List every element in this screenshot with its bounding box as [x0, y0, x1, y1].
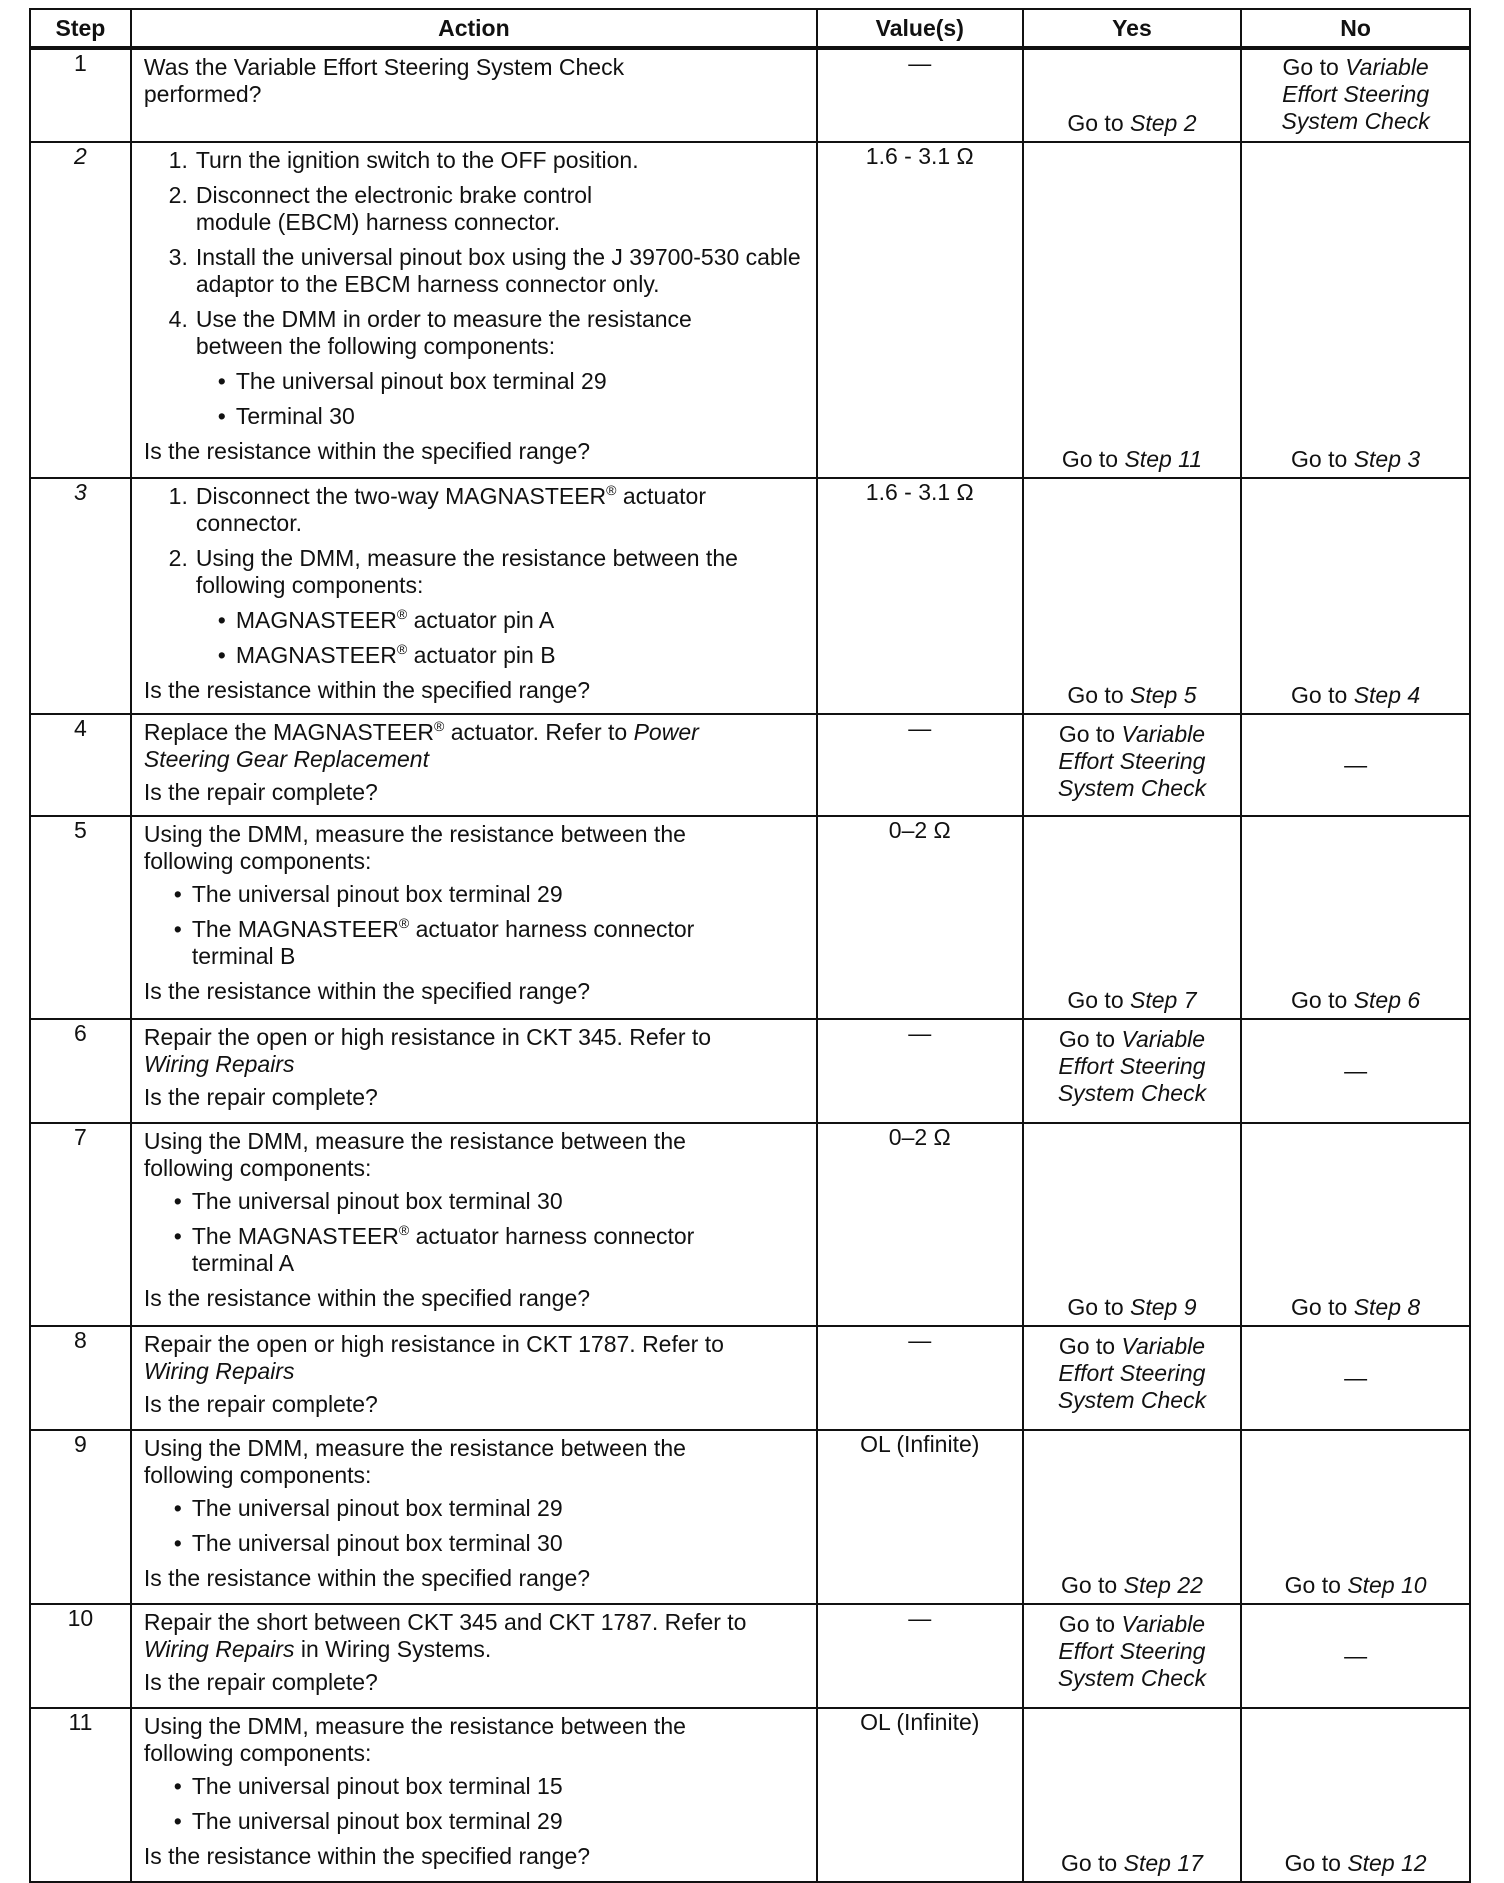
- value-cell: OL (Infinite): [817, 1430, 1023, 1604]
- bullet-icon: •: [173, 881, 182, 907]
- action-text: [144, 1024, 808, 1078]
- value-cell: —: [817, 1604, 1023, 1708]
- value-cell: 0–2 Ω: [817, 816, 1023, 1019]
- header-yes: Yes: [1023, 9, 1242, 48]
- no-cell: [1241, 1430, 1470, 1604]
- bullet-text: The universal pinout box terminal 29: [191, 1808, 563, 1834]
- no-cell: [1241, 816, 1470, 1019]
- registered-mark: ®: [434, 718, 445, 734]
- step-number: 7: [30, 1123, 131, 1326]
- reference-link[interactable]: Power Steering Gear Replacement: [143, 719, 699, 772]
- goto-prefix: Go to: [1058, 721, 1122, 747]
- list-text: Use the DMM in order to measure the resistance between the following components:: [195, 306, 692, 359]
- question-text: Is the resistance within the specified range?: [143, 438, 591, 464]
- bullet-item: [144, 403, 808, 430]
- yes-goto[interactable]: [1024, 1850, 1241, 1877]
- list-item: [144, 306, 808, 360]
- bullet-item: [144, 1808, 808, 1835]
- question-text: Is the resistance within the specified range?: [143, 1843, 591, 1869]
- text-part: Repair the open or high resistance in CKT 1787. Refer to: [143, 1331, 724, 1357]
- text-part: actuator harness connector terminal A: [191, 1223, 695, 1276]
- no-cell: [1241, 1708, 1470, 1882]
- yes-goto[interactable]: [1024, 1605, 1241, 1692]
- step-link[interactable]: Step 22: [1123, 1572, 1203, 1598]
- bullet-item: [144, 1495, 808, 1522]
- value-cell: 0–2 Ω: [817, 1123, 1023, 1326]
- action-text: [144, 719, 808, 773]
- step-link[interactable]: Step 12: [1347, 1850, 1427, 1876]
- yes-goto[interactable]: [1024, 1020, 1241, 1107]
- action-text: [144, 1331, 808, 1385]
- yes-cell: [1023, 478, 1242, 714]
- header-values: Value(s): [817, 9, 1023, 48]
- yes-goto[interactable]: [1024, 446, 1241, 473]
- bullet-text: [236, 607, 554, 634]
- table-row-step-2: [30, 142, 1470, 478]
- no-cell: [1241, 142, 1470, 478]
- goto-prefix: Go to: [1291, 446, 1354, 472]
- bullet-text: The universal pinout box terminal 29: [235, 368, 607, 394]
- list-number: 1.: [168, 147, 188, 173]
- question-text: Is the resistance within the specified range?: [143, 1565, 591, 1591]
- bullet-icon: •: [217, 403, 226, 429]
- question-text: Is the resistance within the specified range?: [143, 1285, 591, 1311]
- step-link[interactable]: Step 4: [1353, 682, 1421, 708]
- text-part: actuator. Refer to: [444, 719, 634, 745]
- system-check-link[interactable]: System Check: [1057, 775, 1207, 801]
- step-number: 11: [30, 1708, 131, 1882]
- bullet-icon: •: [173, 1188, 182, 1214]
- question-text: Is the resistance within the specified range?: [143, 978, 591, 1004]
- list-item: [144, 545, 808, 599]
- step-number: 1: [30, 48, 131, 142]
- intro-text: Using the DMM, measure the resistance between the following components:: [143, 821, 686, 874]
- table-row-step-4: [30, 714, 1470, 816]
- system-check-link[interactable]: Variable: [1121, 1333, 1206, 1359]
- step-link[interactable]: Step 8: [1353, 1294, 1421, 1320]
- diagnostic-table-wrapper: [29, 8, 1471, 1883]
- goto-prefix: Go to: [1067, 682, 1131, 708]
- bullet-item: [144, 1223, 808, 1277]
- text-part: Repair the open or high resistance in CKT 345. Refer to: [143, 1024, 712, 1050]
- question-text: Is the repair complete?: [143, 779, 378, 805]
- system-check-link[interactable]: Effort Steering: [1058, 748, 1206, 774]
- bullet-text: The universal pinout box terminal 29: [191, 1495, 563, 1521]
- yes-goto[interactable]: [1024, 987, 1241, 1014]
- step-link[interactable]: Step 9: [1130, 1294, 1197, 1320]
- text-part: MAGNASTEER: [235, 607, 397, 633]
- reference-link[interactable]: Wiring Repairs: [143, 1636, 295, 1662]
- bullet-text: The universal pinout box terminal 29: [191, 881, 563, 907]
- yes-cell: [1023, 714, 1242, 816]
- registered-mark: ®: [396, 606, 408, 622]
- bullet-text: [192, 916, 808, 970]
- text-part: Disconnect the two-way MAGNASTEER: [195, 483, 607, 509]
- bullet-text: The universal pinout box terminal 30: [191, 1530, 563, 1556]
- goto-prefix: Go to: [1284, 1850, 1348, 1876]
- table-row-step-5: [30, 816, 1470, 1019]
- text-part: actuator connector.: [195, 483, 706, 536]
- list-text: Disconnect the electronic brake control module (EBCM) harness connector.: [195, 182, 593, 235]
- system-check-link[interactable]: Effort Steering: [1058, 1053, 1206, 1079]
- bullet-icon: •: [217, 607, 226, 633]
- yes-cell: [1023, 1019, 1242, 1123]
- bullet-item: [144, 607, 808, 634]
- system-check-link[interactable]: Variable: [1121, 1026, 1206, 1052]
- system-check-link[interactable]: System Check: [1057, 1665, 1207, 1691]
- no-cell: [1241, 478, 1470, 714]
- step-number: 4: [30, 714, 131, 816]
- goto-prefix: Go to: [1291, 1294, 1354, 1320]
- yes-cell: [1023, 1430, 1242, 1604]
- step-number: 9: [30, 1430, 131, 1604]
- bullet-icon: •: [173, 1808, 182, 1834]
- no-goto[interactable]: [1242, 1294, 1469, 1321]
- diagnostic-table: [29, 8, 1471, 1883]
- header-row: [30, 9, 1470, 48]
- reference-link[interactable]: Wiring Repairs: [143, 1358, 295, 1384]
- goto-prefix: Go to: [1291, 682, 1354, 708]
- no-cell: [1241, 1604, 1470, 1708]
- no-dash: —: [1344, 1642, 1368, 1669]
- list-text: [196, 483, 808, 537]
- no-goto[interactable]: [1242, 987, 1469, 1014]
- action-cell: [131, 1604, 817, 1708]
- system-check-link[interactable]: System Check: [1057, 1080, 1207, 1106]
- bullet-icon: •: [173, 1223, 182, 1249]
- list-text: Turn the ignition switch to the OFF position.: [195, 147, 639, 173]
- step-link[interactable]: Step 6: [1353, 987, 1421, 1013]
- yes-goto[interactable]: [1024, 1327, 1241, 1414]
- action-cell: [131, 1326, 817, 1430]
- no-cell: [1241, 1123, 1470, 1326]
- value-cell: 1.6 - 3.1 Ω: [817, 478, 1023, 714]
- no-dash: —: [1344, 751, 1368, 778]
- goto-prefix: Go to: [1282, 54, 1346, 80]
- bullet-item: [144, 881, 808, 908]
- goto-prefix: Go to: [1060, 1572, 1124, 1598]
- list-number: 2.: [168, 182, 188, 208]
- step-number: 10: [30, 1604, 131, 1708]
- bullet-text: [192, 1223, 808, 1277]
- action-cell: [131, 142, 817, 478]
- step-number: 8: [30, 1326, 131, 1430]
- list-number: 3.: [168, 244, 188, 270]
- action-cell: [131, 478, 817, 714]
- yes-cell: [1023, 1123, 1242, 1326]
- list-item: [144, 182, 808, 236]
- bullet-item: [144, 1773, 808, 1800]
- step-link[interactable]: Step 5: [1130, 682, 1197, 708]
- action-text: [144, 1609, 808, 1663]
- bullet-icon: •: [173, 1773, 182, 1799]
- bullet-item: [144, 642, 808, 669]
- goto-prefix: Go to: [1058, 1026, 1122, 1052]
- step-link[interactable]: Step 2: [1130, 110, 1197, 136]
- value-cell: —: [817, 714, 1023, 816]
- action-text: Was the Variable Effort Steering System Check performed?: [143, 54, 625, 107]
- no-goto[interactable]: [1242, 446, 1469, 473]
- value-cell: —: [817, 1326, 1023, 1430]
- text-part: The MAGNASTEER: [191, 1223, 399, 1249]
- list-number: 1.: [168, 483, 188, 509]
- list-number: 2.: [168, 545, 188, 571]
- step-link[interactable]: Step 10: [1347, 1572, 1427, 1598]
- step-link[interactable]: Step 11: [1124, 446, 1203, 472]
- yes-cell: [1023, 1326, 1242, 1430]
- registered-mark: ®: [396, 641, 408, 657]
- header-no: No: [1241, 9, 1470, 48]
- table-row-step-6: [30, 1019, 1470, 1123]
- text-part: MAGNASTEER: [235, 642, 397, 668]
- system-check-link[interactable]: Effort Steering: [1058, 1638, 1206, 1664]
- bullet-icon: •: [173, 1495, 182, 1521]
- list-item: [144, 244, 808, 298]
- no-goto[interactable]: [1242, 1850, 1469, 1877]
- yes-cell: [1023, 48, 1242, 142]
- action-cell: [131, 1708, 817, 1882]
- question-text: Is the repair complete?: [143, 1391, 378, 1417]
- bullet-text: The universal pinout box terminal 15: [191, 1773, 563, 1799]
- action-cell: [131, 1430, 817, 1604]
- action-cell: [131, 1123, 817, 1326]
- goto-prefix: Go to: [1058, 1611, 1122, 1637]
- no-cell: [1241, 1019, 1470, 1123]
- yes-cell: [1023, 1708, 1242, 1882]
- value-cell: OL (Infinite): [817, 1708, 1023, 1882]
- no-goto[interactable]: [1242, 50, 1469, 135]
- goto-prefix: Go to: [1067, 987, 1131, 1013]
- yes-cell: [1023, 1604, 1242, 1708]
- yes-goto[interactable]: [1024, 110, 1241, 137]
- no-dash: —: [1344, 1057, 1368, 1084]
- goto-prefix: Go to: [1058, 1333, 1122, 1359]
- bullet-item: [144, 916, 808, 970]
- no-dash: —: [1344, 1364, 1368, 1391]
- value-cell: 1.6 - 3.1 Ω: [817, 142, 1023, 478]
- question-text: Is the repair complete?: [143, 1084, 378, 1110]
- table-row-step-9: [30, 1430, 1470, 1604]
- bullet-text: Terminal 30: [235, 403, 355, 429]
- table-row-step-10: [30, 1604, 1470, 1708]
- bullet-icon: •: [217, 368, 226, 394]
- step-number: 6: [30, 1019, 131, 1123]
- step-number: 5: [30, 816, 131, 1019]
- goto-prefix: Go to: [1284, 1572, 1348, 1598]
- bullet-item: [144, 1530, 808, 1557]
- list-number: 4.: [168, 306, 188, 332]
- table-row-step-11: [30, 1708, 1470, 1882]
- goto-prefix: Go to: [1291, 987, 1354, 1013]
- reference-link[interactable]: Wiring Repairs: [143, 1051, 295, 1077]
- no-cell: [1241, 1326, 1470, 1430]
- header-step: Step: [30, 9, 131, 48]
- list-item: [144, 483, 808, 537]
- yes-cell: [1023, 816, 1242, 1019]
- action-cell: [131, 1019, 817, 1123]
- bullet-text: [236, 642, 556, 669]
- yes-goto[interactable]: [1024, 1572, 1241, 1599]
- no-goto[interactable]: [1242, 682, 1469, 709]
- text-part: The MAGNASTEER: [191, 916, 399, 942]
- step-number: 2: [30, 142, 131, 478]
- table-row-step-3: [30, 478, 1470, 714]
- system-check-link[interactable]: Variable: [1121, 1611, 1206, 1637]
- question-text: Is the resistance within the specified range?: [143, 677, 591, 703]
- header-action: Action: [131, 9, 817, 48]
- text-part: Repair the short between CKT 345 and CKT 1787. Refer to: [143, 1609, 747, 1635]
- list-text: Install the universal pinout box using the J 39700-530 cable adaptor to the EBCM harness connector only.: [195, 244, 801, 297]
- bullet-item: [144, 1188, 808, 1215]
- yes-goto[interactable]: [1024, 1294, 1241, 1321]
- step-link[interactable]: Step 3: [1353, 446, 1421, 472]
- text-part: actuator pin A: [407, 607, 555, 633]
- goto-prefix: Go to: [1061, 446, 1125, 472]
- no-cell: [1241, 714, 1470, 816]
- text-part: actuator harness connector terminal B: [191, 916, 695, 969]
- system-check-link[interactable]: Variable: [1121, 721, 1206, 747]
- system-check-link[interactable]: Variable Effort Steering System Check: [1281, 54, 1430, 134]
- question-text: Is the repair complete?: [143, 1669, 378, 1695]
- goto-prefix: Go to: [1067, 110, 1131, 136]
- table-row-step-1: [30, 48, 1470, 142]
- value-cell: —: [817, 1019, 1023, 1123]
- yes-goto[interactable]: [1024, 715, 1241, 802]
- text-part: actuator pin B: [407, 642, 556, 668]
- goto-prefix: Go to: [1067, 1294, 1131, 1320]
- intro-text: Using the DMM, measure the resistance between the following components:: [143, 1435, 686, 1488]
- action-cell: [131, 48, 817, 142]
- bullet-icon: •: [173, 916, 182, 942]
- step-link[interactable]: Step 17: [1123, 1850, 1203, 1876]
- intro-text: Using the DMM, measure the resistance between the following components:: [143, 1713, 686, 1766]
- bullet-item: [144, 368, 808, 395]
- registered-mark: ®: [398, 1222, 410, 1238]
- text-part: in Wiring Systems.: [294, 1636, 492, 1662]
- registered-mark: ®: [606, 482, 617, 498]
- text-part: Replace the MAGNASTEER: [143, 719, 435, 745]
- list-item: [144, 147, 808, 174]
- table-row-step-8: [30, 1326, 1470, 1430]
- list-text: Using the DMM, measure the resistance between the following components:: [195, 545, 738, 598]
- registered-mark: ®: [398, 915, 410, 931]
- action-cell: [131, 816, 817, 1019]
- value-cell: —: [817, 48, 1023, 142]
- step-link[interactable]: Step 7: [1130, 987, 1197, 1013]
- yes-goto[interactable]: [1024, 682, 1241, 709]
- intro-text: Using the DMM, measure the resistance between the following components:: [143, 1128, 686, 1181]
- system-check-link[interactable]: Effort Steering: [1058, 1360, 1206, 1386]
- action-cell: [131, 714, 817, 816]
- system-check-link[interactable]: System Check: [1057, 1387, 1207, 1413]
- step-number: 3: [30, 478, 131, 714]
- bullet-text: The universal pinout box terminal 30: [191, 1188, 563, 1214]
- table-row-step-7: [30, 1123, 1470, 1326]
- no-goto[interactable]: [1242, 1572, 1469, 1599]
- bullet-icon: •: [217, 642, 226, 668]
- yes-cell: [1023, 142, 1242, 478]
- no-cell: [1241, 48, 1470, 142]
- goto-prefix: Go to: [1060, 1850, 1124, 1876]
- bullet-icon: •: [173, 1530, 182, 1556]
